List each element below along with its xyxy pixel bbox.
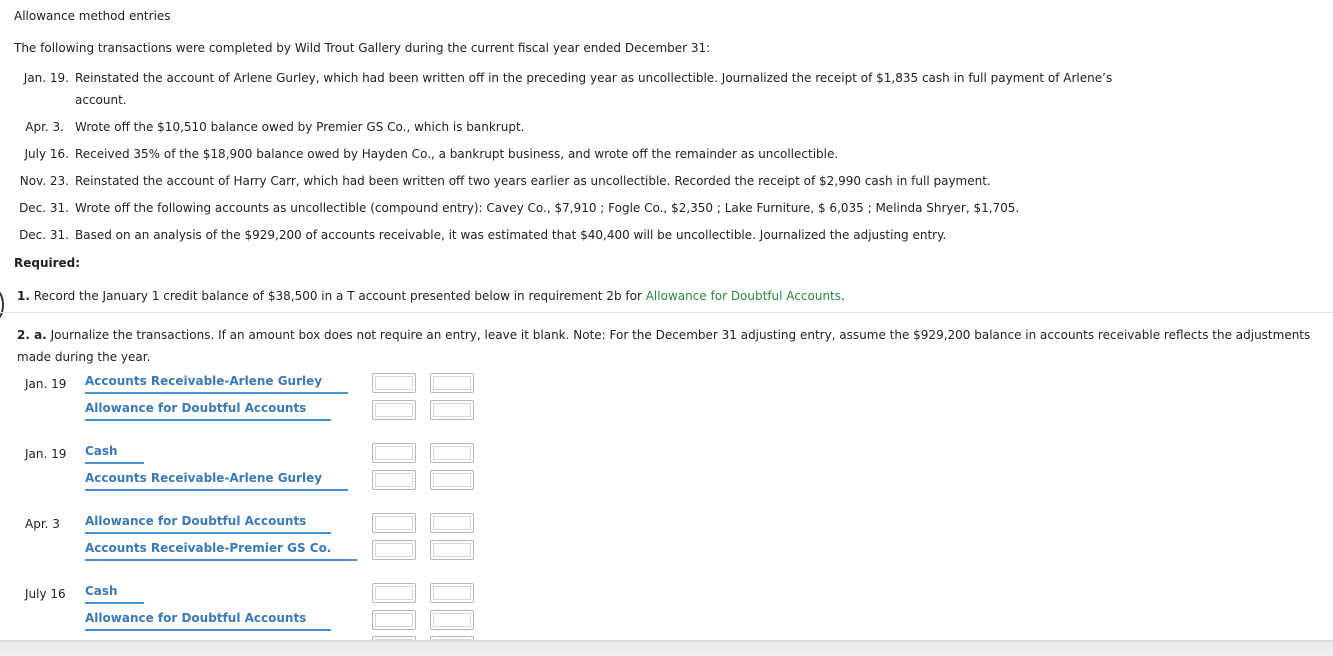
transaction-text: Wrote off the following accounts as uncollectible (compound entry): Cavey Co., $7,910 ; Fogle Co., $2,350 ; Lake Furniture, $ 6,035 ; Melinda Shryer, $1,705. <box>75 201 1020 215</box>
requirement-2a <box>17 324 1327 368</box>
requirement-number: 2. a. <box>17 328 47 342</box>
journal-date: Jan. 19 <box>25 377 67 391</box>
transaction-date: Dec. 31. <box>19 228 69 242</box>
credit-amount-input[interactable] <box>430 470 474 490</box>
requirement-text: Record the January 1 credit balance of $38,500 in a T account presented below in requirement 2b for <box>33 289 642 303</box>
debit-amount-input[interactable] <box>372 610 416 630</box>
transaction-text-continued: account. <box>75 93 127 107</box>
credit-amount-input[interactable] <box>430 513 474 533</box>
transaction-date: Jan. 19. <box>23 71 69 85</box>
page-title: Allowance method entries <box>14 9 171 23</box>
bottom-scroll-edge <box>0 640 1333 656</box>
debit-amount-input[interactable] <box>372 400 416 420</box>
transaction-text: Reinstated the account of Arlene Gurley, which had been written off in the preceding year as uncollectible. Journalized the receipt of $1,835 cash in full payment of Arlene’s <box>75 71 1113 85</box>
debit-amount-input[interactable] <box>372 443 416 463</box>
transaction-text: Received 35% of the $18,900 balance owed by Hayden Co., a bankrupt business, and wrote off the remainder as uncollectible. <box>75 147 839 161</box>
debit-account-select[interactable]: Accounts Receivable-Arlene Gurley <box>85 374 348 394</box>
debit-amount-input[interactable] <box>372 470 416 490</box>
debit-account-select[interactable]: Cash <box>85 584 144 604</box>
debit-amount-input[interactable] <box>372 583 416 603</box>
transaction-date: Dec. 31. <box>19 201 69 215</box>
transaction-text: Based on an analysis of the $929,200 of accounts receivable, it was estimated that $40,400 will be uncollectible. Journalized the adjusting entry. <box>75 228 947 242</box>
credit-amount-input[interactable] <box>430 373 474 393</box>
transaction-date: July 16. <box>24 147 69 161</box>
intro-text: The following transactions were completed by Wild Trout Gallery during the current fiscal year ended December 31: <box>14 41 711 55</box>
transaction-text: Wrote off the $10,510 balance owed by Premier GS Co., which is bankrupt. <box>75 120 525 134</box>
requirement-1 <box>17 289 845 303</box>
requirement-text: Journalize the transactions. If an amount box does not require an entry, leave it blank. Note: For the December 31 adjusting entry, assume the $929,200 balance in accounts receivable reflects the adjustments made during the year. <box>17 328 1311 364</box>
journal-date: July 16 <box>25 587 66 601</box>
credit-amount-input[interactable] <box>430 583 474 603</box>
credit-account-select[interactable]: Allowance for Doubtful Accounts <box>85 401 331 421</box>
credit-amount-input[interactable] <box>430 443 474 463</box>
debit-amount-input[interactable] <box>372 513 416 533</box>
credit-account-select[interactable]: Allowance for Doubtful Accounts <box>85 611 331 631</box>
credit-account-select[interactable]: Accounts Receivable-Premier GS Co. <box>85 541 357 561</box>
journal-date: Apr. 3 <box>25 517 60 531</box>
credit-amount-input[interactable] <box>430 400 474 420</box>
requirement-number: 1. <box>17 289 30 303</box>
section-divider <box>0 312 1333 313</box>
question-indicator <box>0 289 4 321</box>
journal-date: Jan. 19 <box>25 447 67 461</box>
debit-amount-input[interactable] <box>372 373 416 393</box>
transaction-date: Apr. 3. <box>25 120 64 134</box>
debit-account-select[interactable]: Cash <box>85 444 144 464</box>
credit-amount-input[interactable] <box>430 540 474 560</box>
transaction-text: Reinstated the account of Harry Carr, which had been written off two years earlier as uncollectible. Recorded the receipt of $2,990 cash in full payment. <box>75 174 991 188</box>
debit-amount-input[interactable] <box>372 540 416 560</box>
allowance-account-link[interactable]: Allowance for Doubtful Accounts <box>645 289 842 303</box>
credit-amount-input[interactable] <box>430 610 474 630</box>
required-heading: Required: <box>14 256 81 270</box>
transaction-date: Nov. 23. <box>19 174 69 188</box>
credit-account-select[interactable]: Accounts Receivable-Arlene Gurley <box>85 471 348 491</box>
debit-account-select[interactable]: Allowance for Doubtful Accounts <box>85 514 331 534</box>
requirement-end: . <box>841 289 845 303</box>
